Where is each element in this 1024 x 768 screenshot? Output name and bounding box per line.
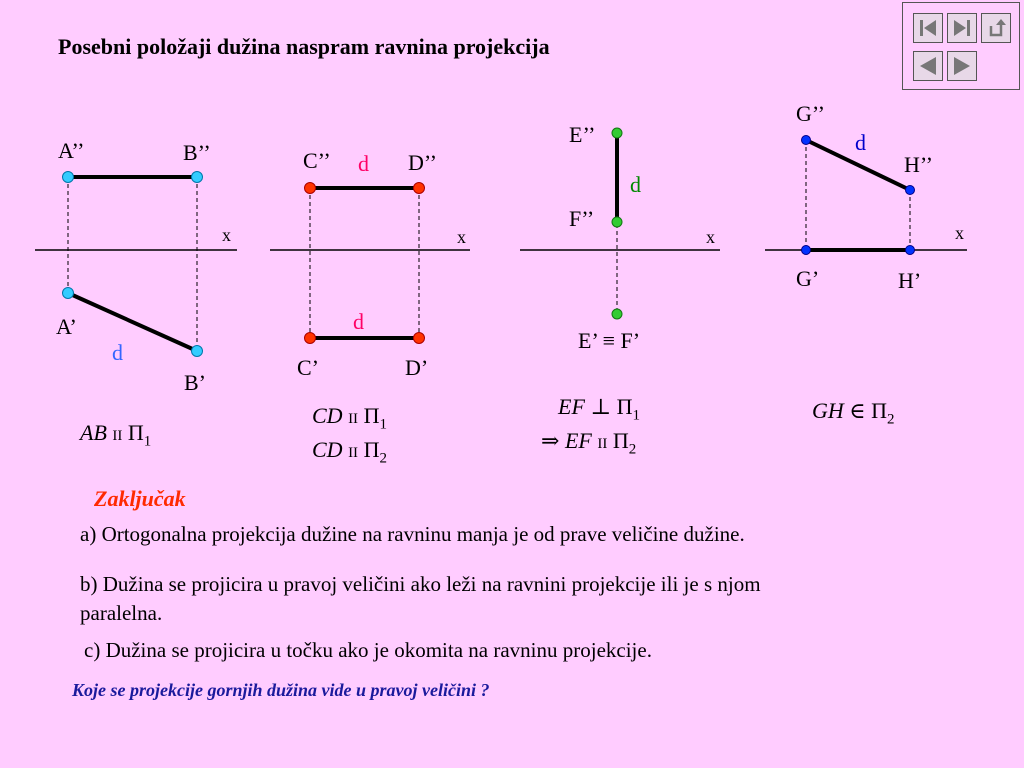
conclusion-b-line1: b) Dužina se projicira u pravoj veličini ako leži na ravnini projekcije ili je s njom xyxy=(80,572,761,596)
point-f2 xyxy=(612,217,622,227)
formula-plane: Π xyxy=(127,420,144,445)
point-b2 xyxy=(192,172,203,183)
formula-ab xyxy=(80,422,151,449)
formula-plane: Π xyxy=(363,403,380,428)
label-g1: G’ xyxy=(796,266,820,291)
formula-plane: Π xyxy=(616,394,633,419)
conclusion-b-line2: paralelna. xyxy=(80,601,163,625)
formula-relation: II xyxy=(348,445,359,461)
formula-ef-1 xyxy=(558,396,640,423)
label-a1: A’ xyxy=(56,314,77,339)
label-d-top: d xyxy=(358,151,369,176)
point-d1 xyxy=(414,333,425,344)
label-x: x xyxy=(457,227,466,247)
page-title: Posebni položaji dužina naspram ravnina projekcija xyxy=(58,34,550,59)
label-d1: D’ xyxy=(405,355,429,380)
figure-gh xyxy=(765,136,967,255)
point-g1 xyxy=(802,246,811,255)
point-c1 xyxy=(305,333,316,344)
label-b2: B’’ xyxy=(183,140,211,165)
label-h1: H’ xyxy=(898,268,922,293)
label-d-bottom: d xyxy=(353,309,364,334)
formula-implies: ⇒ xyxy=(541,428,560,453)
conclusion-a: a) Ortogonalna projekcija dužine na ravninu manja je od prave veličine dužine. xyxy=(80,522,745,546)
point-e2 xyxy=(612,128,622,138)
point-d2 xyxy=(414,183,425,194)
label-x: x xyxy=(222,225,231,245)
formula-gh xyxy=(812,400,894,427)
point-c2 xyxy=(305,183,316,194)
formula-cd-1 xyxy=(312,405,387,432)
segment-a1b1 xyxy=(68,293,197,351)
formula-segment: EF xyxy=(564,428,592,453)
label-f2: F’’ xyxy=(569,206,595,231)
point-h2 xyxy=(906,186,915,195)
label-d: d xyxy=(630,172,641,197)
point-g2 xyxy=(802,136,811,145)
point-a1 xyxy=(63,288,74,299)
label-x: x xyxy=(706,227,715,247)
formula-ef-2 xyxy=(541,430,636,457)
formula-subscript: 2 xyxy=(379,450,387,467)
formula-subscript: 1 xyxy=(379,416,387,433)
label-c2: C’’ xyxy=(303,148,331,173)
label-x: x xyxy=(955,223,964,243)
label-h2: H’’ xyxy=(904,152,933,177)
formula-relation: II xyxy=(597,436,608,452)
formula-subscript: 2 xyxy=(886,411,895,428)
point-b1 xyxy=(192,346,203,357)
formula-segment: EF xyxy=(558,394,585,419)
formula-segment: AB xyxy=(80,420,107,445)
point-e1f1 xyxy=(612,309,622,319)
conclusion-heading: Zaključak xyxy=(94,486,186,511)
formula-relation: ⊥ xyxy=(590,394,612,419)
label-d: d xyxy=(855,130,866,155)
formula-relation: ∈ xyxy=(849,398,866,423)
formula-plane: Π xyxy=(871,398,887,423)
formula-cd-2 xyxy=(312,439,387,466)
label-e1-f1: E’ ≡ F’ xyxy=(578,328,641,353)
figure-cd xyxy=(270,183,470,344)
formula-plane: Π xyxy=(363,437,380,462)
label-b1: B’ xyxy=(184,370,206,395)
label-d: d xyxy=(112,340,123,365)
label-a2: A’’ xyxy=(58,138,85,163)
formula-relation: II xyxy=(348,411,359,427)
formula-relation: II xyxy=(112,428,123,444)
question-text: Koje se projekcije gornjih dužina vide u pravoj veličini ? xyxy=(72,680,490,700)
figure-ef xyxy=(520,128,720,319)
label-c1: C’ xyxy=(297,355,319,380)
formula-subscript: 2 xyxy=(628,441,637,458)
formula-segment: CD xyxy=(312,403,343,428)
formula-segment: GH xyxy=(812,398,844,423)
label-e2: E’’ xyxy=(569,122,596,147)
formula-subscript: 1 xyxy=(632,407,640,424)
label-g2: G’’ xyxy=(796,101,825,126)
conclusion-c: c) Dužina se projicira u točku ako je okomita na ravninu projekcije. xyxy=(84,638,652,662)
formula-plane: Π xyxy=(612,428,629,453)
point-a2 xyxy=(63,172,74,183)
point-h1 xyxy=(906,246,915,255)
label-d2: D’’ xyxy=(408,150,437,175)
formula-segment: CD xyxy=(312,437,343,462)
formula-subscript: 1 xyxy=(143,433,152,450)
